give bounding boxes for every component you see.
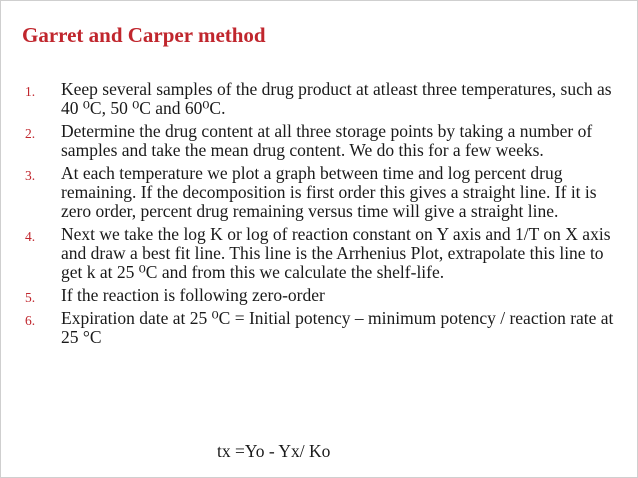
list-item-5: [25, 286, 621, 305]
list-item-text: At each temperature we plot a graph between time and log percent drug remaining. If the decomposition is first order this gives a straight line. If it is zero order, percent drug remaining versus time will give a straight line.: [61, 163, 597, 221]
list-item-text: Next we take the log K or log of reaction constant on Y axis and 1/T on X axis and draw a best fit line. This line is the Arrhenius Plot, extrapolate this line to get k at 25 ⁰C and from this we calculate the shelf-life.: [61, 224, 611, 282]
list-item-6: [25, 309, 621, 347]
list-item-text: Determine the drug content at all three storage points by taking a number of samples and take the mean drug content. We do this for a few weeks.: [61, 121, 593, 160]
list-item-number: 5.: [25, 290, 36, 305]
shelf-life-formula: tx =Yo - Yx/ Ko: [217, 441, 331, 461]
list-item-3: [25, 164, 621, 221]
slide-title: Garret and Carper method: [22, 23, 266, 47]
list-item-number: 2.: [25, 126, 36, 141]
list-item-text: Expiration date at 25 ⁰C = Initial potency – minimum potency / reaction rate at 25 °C: [61, 308, 614, 347]
numbered-list: [25, 80, 621, 351]
list-item-number: 1.: [25, 84, 36, 99]
list-item-number: 6.: [25, 313, 36, 328]
list-item-number: 4.: [25, 229, 36, 244]
list-item-number: 3.: [25, 168, 36, 183]
list-item-2: [25, 122, 621, 160]
list-item-4: [25, 225, 621, 282]
list-item-text: Keep several samples of the drug product at atleast three temperatures, such as 40 ⁰C, 50 ⁰C and 60⁰C.: [61, 79, 612, 118]
list-item-1: [25, 80, 621, 118]
list-item-text: If the reaction is following zero-order: [61, 285, 325, 305]
